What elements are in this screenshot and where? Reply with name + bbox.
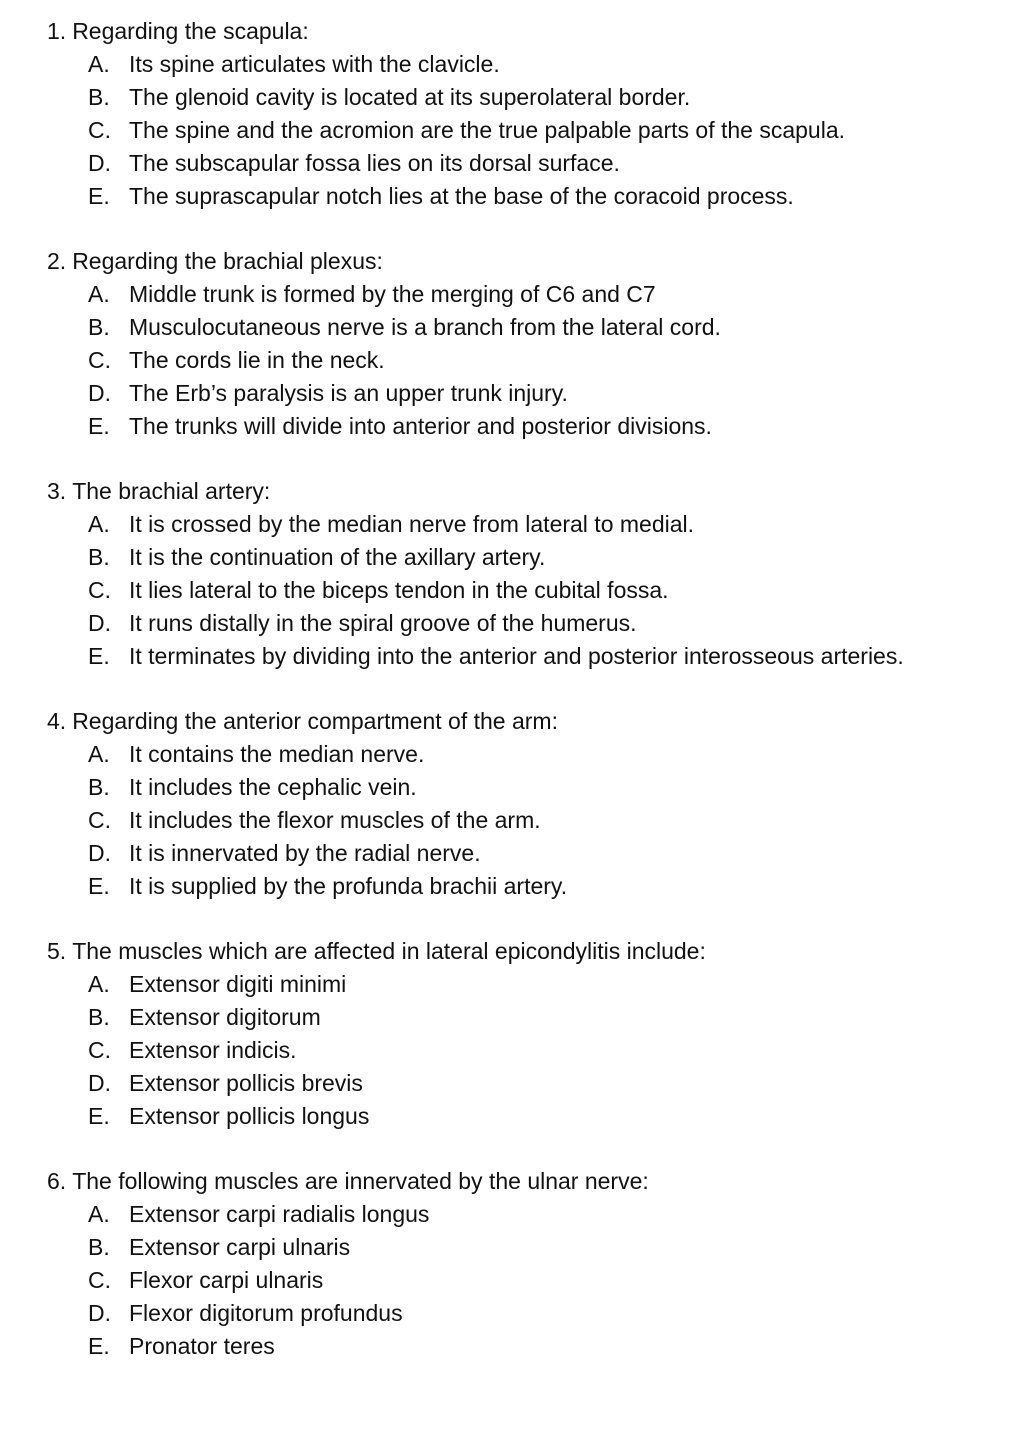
- question-text: Regarding the brachial plexus:: [72, 248, 383, 274]
- option-text: Extensor carpi ulnaris: [129, 1234, 351, 1260]
- question-stem: [47, 475, 997, 508]
- option-text: Musculocutaneous nerve is a branch from the lateral cord.: [129, 314, 721, 340]
- option-letter: E.: [88, 873, 110, 899]
- option-a: [47, 738, 997, 771]
- option-letter: D.: [88, 380, 111, 406]
- option-b: [47, 1231, 997, 1264]
- option-letter: D.: [88, 610, 111, 636]
- option-b: [47, 1001, 997, 1034]
- question-number: 1.: [47, 18, 67, 44]
- question-text: Regarding the scapula:: [72, 18, 309, 44]
- option-b: [47, 771, 997, 804]
- question-text: The brachial artery:: [72, 478, 271, 504]
- option-list: [47, 48, 997, 213]
- option-letter: D.: [88, 840, 111, 866]
- option-b: [47, 541, 997, 574]
- option-letter: E.: [88, 1333, 110, 1359]
- option-text: The spine and the acromion are the true palpable parts of the scapula.: [129, 117, 846, 143]
- option-d: [47, 837, 997, 870]
- question-6: [47, 1165, 997, 1363]
- option-c: [47, 1034, 997, 1067]
- question-number: 4.: [47, 708, 67, 734]
- option-letter: C.: [88, 1267, 111, 1293]
- option-letter: B.: [88, 774, 110, 800]
- option-text: It includes the flexor muscles of the arm.: [129, 807, 541, 833]
- option-text: It is the continuation of the axillary artery.: [129, 544, 546, 570]
- option-text: It is crossed by the median nerve from lateral to medial.: [129, 511, 695, 537]
- question-stem: [47, 15, 997, 48]
- option-a: [47, 278, 997, 311]
- option-a: [47, 48, 997, 81]
- question-4: [47, 705, 997, 903]
- option-text: Middle trunk is formed by the merging of C6 and C7: [129, 281, 656, 307]
- question-stem: [47, 1165, 997, 1198]
- option-letter: A.: [88, 51, 110, 77]
- option-c: [47, 344, 997, 377]
- option-letter: B.: [88, 544, 110, 570]
- option-letter: A.: [88, 1201, 110, 1227]
- option-text: Extensor digitorum: [129, 1004, 321, 1030]
- option-c: [47, 114, 997, 147]
- option-a: [47, 968, 997, 1001]
- option-text: Extensor pollicis longus: [129, 1103, 370, 1129]
- option-text: It is supplied by the profunda brachii artery.: [129, 873, 568, 899]
- option-text: It runs distally in the spiral groove of the humerus.: [129, 610, 637, 636]
- option-text: Extensor digiti minimi: [129, 971, 347, 997]
- option-text: Its spine articulates with the clavicle.: [129, 51, 500, 77]
- option-text: It is innervated by the radial nerve.: [129, 840, 481, 866]
- option-letter: D.: [88, 1070, 111, 1096]
- question-stem: [47, 705, 997, 738]
- option-e: [47, 640, 997, 673]
- option-text: Extensor indicis.: [129, 1037, 297, 1063]
- option-list: [47, 278, 997, 443]
- option-text: The Erb’s paralysis is an upper trunk injury.: [129, 380, 568, 406]
- option-c: [47, 574, 997, 607]
- question-3: [47, 475, 997, 673]
- option-letter: B.: [88, 1234, 110, 1260]
- option-text: It includes the cephalic vein.: [129, 774, 417, 800]
- option-text: The trunks will divide into anterior and posterior divisions.: [129, 413, 712, 439]
- option-text: Extensor carpi radialis longus: [129, 1201, 430, 1227]
- option-c: [47, 1264, 997, 1297]
- option-e: [47, 870, 997, 903]
- option-text: It contains the median nerve.: [129, 741, 425, 767]
- option-e: [47, 1330, 997, 1363]
- option-list: [47, 738, 997, 903]
- question-number: 3.: [47, 478, 67, 504]
- option-a: [47, 508, 997, 541]
- option-letter: A.: [88, 281, 110, 307]
- option-d: [47, 377, 997, 410]
- option-d: [47, 607, 997, 640]
- option-letter: D.: [88, 150, 111, 176]
- option-letter: E.: [88, 643, 110, 669]
- question-stem: [47, 245, 997, 278]
- option-letter: C.: [88, 117, 111, 143]
- option-d: [47, 147, 997, 180]
- option-text: The cords lie in the neck.: [129, 347, 385, 373]
- option-letter: B.: [88, 84, 110, 110]
- option-a: [47, 1198, 997, 1231]
- option-text: The suprascapular notch lies at the base of the coracoid process.: [129, 183, 794, 209]
- question-number: 5.: [47, 938, 67, 964]
- option-letter: E.: [88, 183, 110, 209]
- option-letter: B.: [88, 314, 110, 340]
- option-text: The subscapular fossa lies on its dorsal surface.: [129, 150, 620, 176]
- option-letter: A.: [88, 511, 110, 537]
- option-c: [47, 804, 997, 837]
- option-letter: C.: [88, 577, 111, 603]
- question-1: [47, 15, 997, 213]
- option-e: [47, 180, 997, 213]
- option-letter: C.: [88, 347, 111, 373]
- option-list: [47, 508, 997, 673]
- question-number: 6.: [47, 1168, 67, 1194]
- question-number: 2.: [47, 248, 67, 274]
- option-letter: D.: [88, 1300, 111, 1326]
- option-list: [47, 968, 997, 1133]
- option-letter: A.: [88, 971, 110, 997]
- option-text: Pronator teres: [129, 1333, 275, 1359]
- option-letter: C.: [88, 807, 111, 833]
- option-d: [47, 1297, 997, 1330]
- option-e: [47, 410, 997, 443]
- option-text: Flexor carpi ulnaris: [129, 1267, 324, 1293]
- option-letter: A.: [88, 741, 110, 767]
- question-text: The following muscles are innervated by the ulnar nerve:: [72, 1168, 649, 1194]
- option-text: It terminates by dividing into the anterior and posterior interosseous arteries.: [129, 643, 904, 669]
- option-e: [47, 1100, 997, 1133]
- option-b: [47, 81, 997, 114]
- option-letter: B.: [88, 1004, 110, 1030]
- option-text: Extensor pollicis brevis: [129, 1070, 363, 1096]
- option-text: The glenoid cavity is located at its superolateral border.: [129, 84, 691, 110]
- question-text: The muscles which are affected in lateral epicondylitis include:: [72, 938, 706, 964]
- option-list: [47, 1198, 997, 1363]
- question-stem: [47, 935, 997, 968]
- option-text: It lies lateral to the biceps tendon in the cubital fossa.: [129, 577, 669, 603]
- option-d: [47, 1067, 997, 1100]
- option-letter: E.: [88, 1103, 110, 1129]
- option-b: [47, 311, 997, 344]
- option-letter: E.: [88, 413, 110, 439]
- question-5: [47, 935, 997, 1133]
- option-letter: C.: [88, 1037, 111, 1063]
- question-text: Regarding the anterior compartment of the arm:: [72, 708, 558, 734]
- option-text: Flexor digitorum profundus: [129, 1300, 403, 1326]
- question-2: [47, 245, 997, 443]
